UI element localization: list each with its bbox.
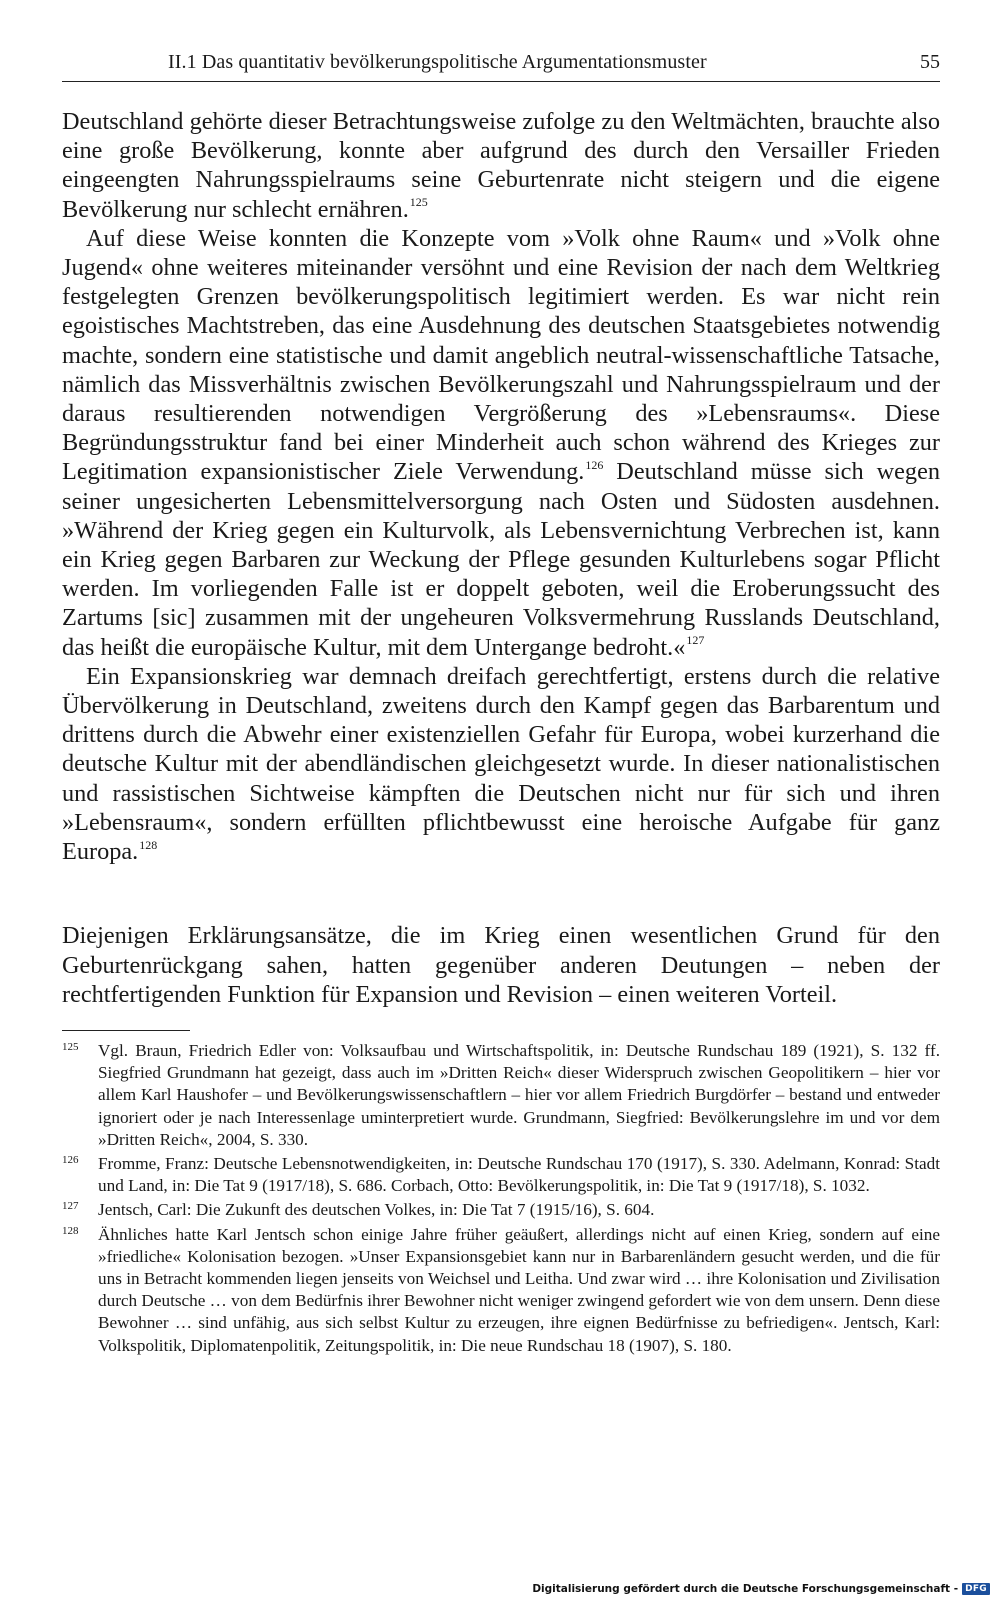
- footnote-number: 127: [62, 1200, 79, 1213]
- footnote-127: [62, 1199, 940, 1221]
- paragraph-4: Diejenigen Erklärungsansätze, die im Krieg einen wesentlichen Grund für den Geburtenrückgang sahen, hatten gegenüber anderen Deutungen – neben der rechtfertigenden Funktion für Expansion und Revision – einen weiteren Vorteil.: [62, 922, 940, 1008]
- footnote-text: Vgl. Braun, Friedrich Edler von: Volksaufbau und Wirtschaftspolitik, in: Deutsche Rundschau 189 (1921), S. 132 ff. Siegfried Grundmann hat gezeigt, dass auch im »Dritten Reich« dieser Widerspruch zwischen Geopolitikern – hier vor allem Karl Haushofer – und Bevölkerungswissenschaftlern – hier vor allem Friedrich Burgdörfer – bestand und entweder ignoriert oder je nach Interessenlage uminterpretiert wurde. Grundmann, Siegfried: Bevölkerungslehre im und vor dem »Dritten Reich«, 2004, S. 330.: [98, 1041, 940, 1149]
- footnote-ref-126[interactable]: 126: [585, 458, 604, 473]
- running-title: II.1 Das quantitativ bevölkerungspolitische Argumentationsmuster: [168, 51, 707, 73]
- footnote-text: Jentsch, Carl: Die Zukunft des deutschen Volkes, in: Die Tat 7 (1915/16), S. 604.: [98, 1200, 655, 1220]
- footnote-number: 126: [62, 1154, 79, 1167]
- footnote-ref-128[interactable]: 128: [139, 837, 158, 852]
- page-number: 55: [920, 51, 940, 73]
- digitization-credit: [532, 1583, 990, 1595]
- paragraph-1: [62, 107, 940, 224]
- footnote-ref-127[interactable]: 127: [686, 633, 705, 648]
- footnote-number: 125: [62, 1041, 79, 1053]
- main-text: [62, 107, 940, 866]
- paragraph-2-text-b: Deutschland müsse sich wegen seiner ungesicherten Lebensmittelversorgung nach Osten und Südosten ausdehnen. »Während der Krieg gegen ein Kulturvolk, als Lebensvernichtung Verbrechen ist, kann ein Krieg gegen Barbaren zur Weckung der Pflege gesunden Kulturlebens sogar Pflicht werden. Im vorliegenden Falle ist er doppelt geboten, weil die Eroberungssucht des Zartums [sic] zusammen mit der ungeheuren Volksvermehrung Russlands Deutschland, das heißt die europäische Kultur, mit dem Untergange bedroht.«: [62, 458, 941, 661]
- paragraph-3-text: Ein Expansionskrieg war demnach dreifach gerechtfertigt, erstens durch die relative Übervölkerung in Deutschland, zweitens durch den Kampf gegen das Barbarentum und drittens durch die Abwehr einer existenziellen Gefahr für Europa, wobei kurzerhand die deutsche Kultur mit der abendländischen gleichgesetzt wurde. In dieser nationalistischen und rassistischen Sichtweise kämpften die Deutschen nicht nur für sich und ihren »Lebensraum«, sondern erfüllten pflichtbewusst eine heroische Aufgabe für ganz Europa.: [62, 662, 940, 866]
- paragraph-2: [62, 224, 940, 662]
- paragraph-2-text-a: Auf diese Weise konnten die Konzepte vom »Volk ohne Raum« und »Volk ohne Jugend« ohne weiteres miteinander versöhnt und eine Revision der nach dem Weltkrieg festgelegten Grenzen bevölkerungspolitisch legitimiert werden. Es war nicht rein egoistisches Machtstreben, das eine Ausdehnung des deutschen Staatsgebietes notwendig machte, sondern eine statistische und damit angeblich neutral-wissenschaftliche Tatsache, nämlich das Missverhältnis zwischen Bevölkerungszahl und Nahrungsspielraum und der daraus resultierenden notwendigen Vergrößerung des »Lebensraums«. Diese Begründungsstruktur fand bei einer Minderheit auch schon während des Krieges zur Legitimation expansionistischer Ziele Verwendung.: [62, 224, 940, 486]
- footnote-text: Fromme, Franz: Deutsche Lebensnotwendigkeiten, in: Deutsche Rundschau 170 (1917), S. 330. Adelmann, Konrad: Stadt und Land, in: Die Tat 9 (1917/18), S. 686. Corbach, Otto: Bevölkerungspolitik, in: Die Tat 9 (1917/18), S. 1032.: [98, 1154, 940, 1196]
- paragraph-3: [62, 662, 940, 866]
- paragraph-1-text: Deutschland gehörte dieser Betrachtungsweise zufolge zu den Weltmächten, brauchte also eine große Bevölkerung, konnte aber aufgrund des durch den Versailler Frieden eingeengten Nahrungsspielraums seine Geburtenrate nicht steigern und die eigene Bevölkerung nur schlecht ernähren.: [62, 108, 940, 223]
- footnote-128: [62, 1224, 940, 1357]
- section-paragraph: [62, 921, 940, 1010]
- credit-text: Digitalisierung gefördert durch die Deutsche Forschungsgemeinschaft -: [532, 1583, 959, 1595]
- dfg-logo: DFG: [962, 1583, 990, 1595]
- footnote-ref-125[interactable]: 125: [409, 195, 428, 210]
- footnotes: [62, 1040, 940, 1359]
- header-rule: [62, 81, 940, 82]
- footnote-text: Ähnliches hatte Karl Jentsch schon einige Jahre früher geäußert, allerdings nicht auf einen Krieg, sondern auf eine »friedliche« Kolonisation bezogen. »Unser Expansionsgebiet kann nur in Barbarenländern gesucht werden, und die für uns in Betracht kommenden liegen jenseits von Weichsel und Leitha. Und zwar wird … ihre Kolonisation und Zivilisation durch Deutsche … von dem Bedürfnis ihrer Bewohner nicht weniger zwingend gefordert wie von dem unsern. Denn diese Bewohner … sind unfähig, aus sich selbst Kultur zu erzeugen, ihre eignen Bedürfnisse zu befriedigen«. Jentsch, Karl: Volkspolitik, Diplomatenpolitik, Zeitungspolitik, in: Die neue Rundschau 18 (1907), S. 180.: [98, 1224, 940, 1355]
- footnote-126: [62, 1153, 940, 1197]
- footnote-separator: [62, 1030, 190, 1031]
- footnote-125: [62, 1040, 940, 1151]
- running-header: [62, 48, 940, 76]
- footnote-number: 128: [62, 1224, 79, 1237]
